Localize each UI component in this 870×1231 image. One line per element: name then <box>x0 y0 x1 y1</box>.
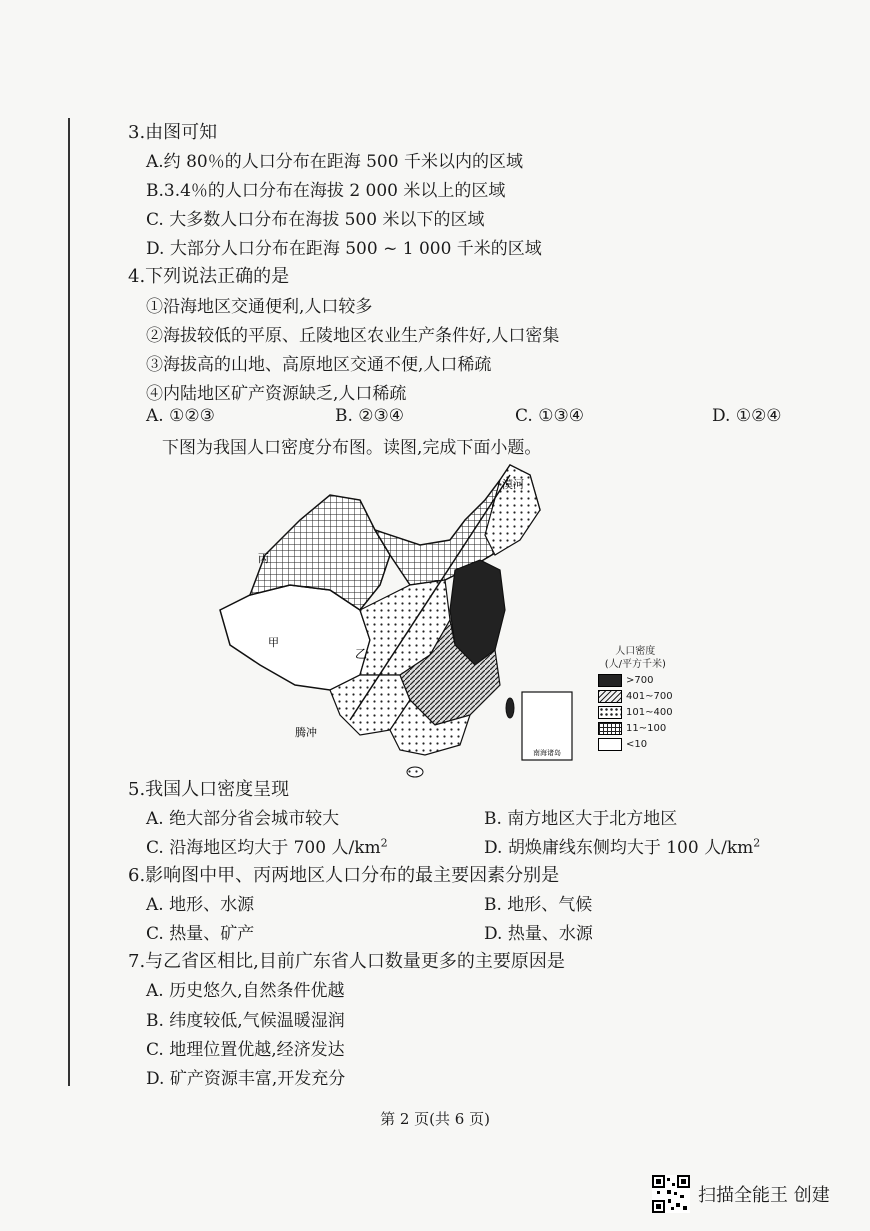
q5-option-c <box>146 833 388 858</box>
q4-option-c: C. ①③④ <box>515 406 584 426</box>
legend-label: 11~100 <box>626 723 667 734</box>
region-hainan <box>407 767 423 777</box>
scanner-watermark <box>652 1175 830 1213</box>
superscript: 2 <box>380 836 388 850</box>
q6-option-c: C. 热量、矿产 <box>146 924 255 944</box>
q4-stem: 4.下列说法正确的是 <box>128 266 290 287</box>
q5-option-a: A. 绝大部分省会城市较大 <box>146 809 340 829</box>
label-bing: 丙 <box>258 552 269 565</box>
legend-row <box>598 722 673 735</box>
legend-row <box>598 706 673 719</box>
legend-swatch-empty <box>598 738 622 751</box>
q5-stem: 5.我国人口密度呈现 <box>128 779 290 800</box>
q5-option-d-text: D. 胡焕庸线东侧均大于 100 人/km <box>484 838 754 858</box>
legend-label: >700 <box>626 675 654 686</box>
population-density-map <box>210 460 630 780</box>
legend-swatch-grid <box>598 722 622 735</box>
label-jia: 甲 <box>268 636 279 649</box>
scanner-label: 扫描全能王 创建 <box>698 1185 830 1206</box>
map-legend <box>598 645 673 751</box>
q4-statement-2: ②海拔较低的平原、丘陵地区农业生产条件好,人口密集 <box>146 326 560 346</box>
superscript: 2 <box>753 836 761 850</box>
legend-label: <10 <box>626 739 648 750</box>
legend-row <box>598 674 673 687</box>
legend-title-line2: (人/平方千米) <box>604 659 666 670</box>
legend-title-line1: 人口密度 <box>615 646 656 657</box>
label-mohe: 漠河 <box>502 478 524 491</box>
q4-statement-1: ①沿海地区交通便利,人口较多 <box>146 297 373 317</box>
qr-code-icon <box>652 1175 690 1213</box>
q5-option-c-text: C. 沿海地区均大于 700 人/km <box>146 838 381 858</box>
label-tengchong: 腾冲 <box>295 726 317 739</box>
legend-swatch-hatch <box>598 690 622 703</box>
page-edge-line <box>68 118 70 1086</box>
q4-option-a: A. ①②③ <box>146 406 215 426</box>
q6-option-b: B. 地形、气候 <box>484 895 593 915</box>
q3-stem: 3.由图可知 <box>128 122 218 143</box>
q7-option-d: D. 矿产资源丰富,开发充分 <box>146 1069 346 1089</box>
q3-option-a: A.约 80％的人口分布在距海 500 千米以内的区域 <box>146 152 523 172</box>
q3-option-c: C. 大多数人口分布在海拔 500 米以下的区域 <box>146 210 485 230</box>
legend-label: 401~700 <box>626 691 673 702</box>
q6-stem: 6.影响图中甲、丙两地区人口分布的最主要因素分别是 <box>128 865 560 886</box>
q5-option-b: B. 南方地区大于北方地区 <box>484 809 678 829</box>
q7-option-a: A. 历史悠久,自然条件优越 <box>146 981 345 1001</box>
q3-option-b: B.3.4％的人口分布在海拔 2 000 米以上的区域 <box>146 181 506 201</box>
legend-label: 101~400 <box>626 707 673 718</box>
q5-option-d <box>484 833 760 858</box>
q4-statement-3: ③海拔高的山地、高原地区交通不便,人口稀疏 <box>146 355 492 375</box>
legend-row <box>598 738 673 751</box>
q4-option-b: B. ②③④ <box>335 406 405 426</box>
q7-option-b: B. 纬度较低,气候温暖湿润 <box>146 1011 345 1031</box>
china-map-graphic <box>210 460 630 780</box>
page-footer: 第 2 页(共 6 页) <box>380 1110 490 1128</box>
legend-swatch-dots <box>598 706 622 719</box>
legend-swatch-dense <box>598 674 622 687</box>
region-taiwan <box>506 698 514 718</box>
q6-option-d: D. 热量、水源 <box>484 924 593 944</box>
legend-row <box>598 690 673 703</box>
label-yi: 乙 <box>355 647 368 661</box>
map-intro-text: 下图为我国人口密度分布图。读图,完成下面小题。 <box>162 438 542 458</box>
q7-stem: 7.与乙省区相比,目前广东省人口数量更多的主要原因是 <box>128 951 565 972</box>
q3-option-d: D. 大部分人口分布在距海 500 ~ 1 000 千米的区域 <box>146 239 542 259</box>
q4-option-d: D. ①②④ <box>712 406 782 426</box>
q6-option-a: A. 地形、水源 <box>146 895 255 915</box>
q7-option-c: C. 地理位置优越,经济发达 <box>146 1040 345 1060</box>
q4-statement-4: ④内陆地区矿产资源缺乏,人口稀疏 <box>146 384 407 404</box>
inset-label: 南海诸岛 <box>533 749 561 757</box>
